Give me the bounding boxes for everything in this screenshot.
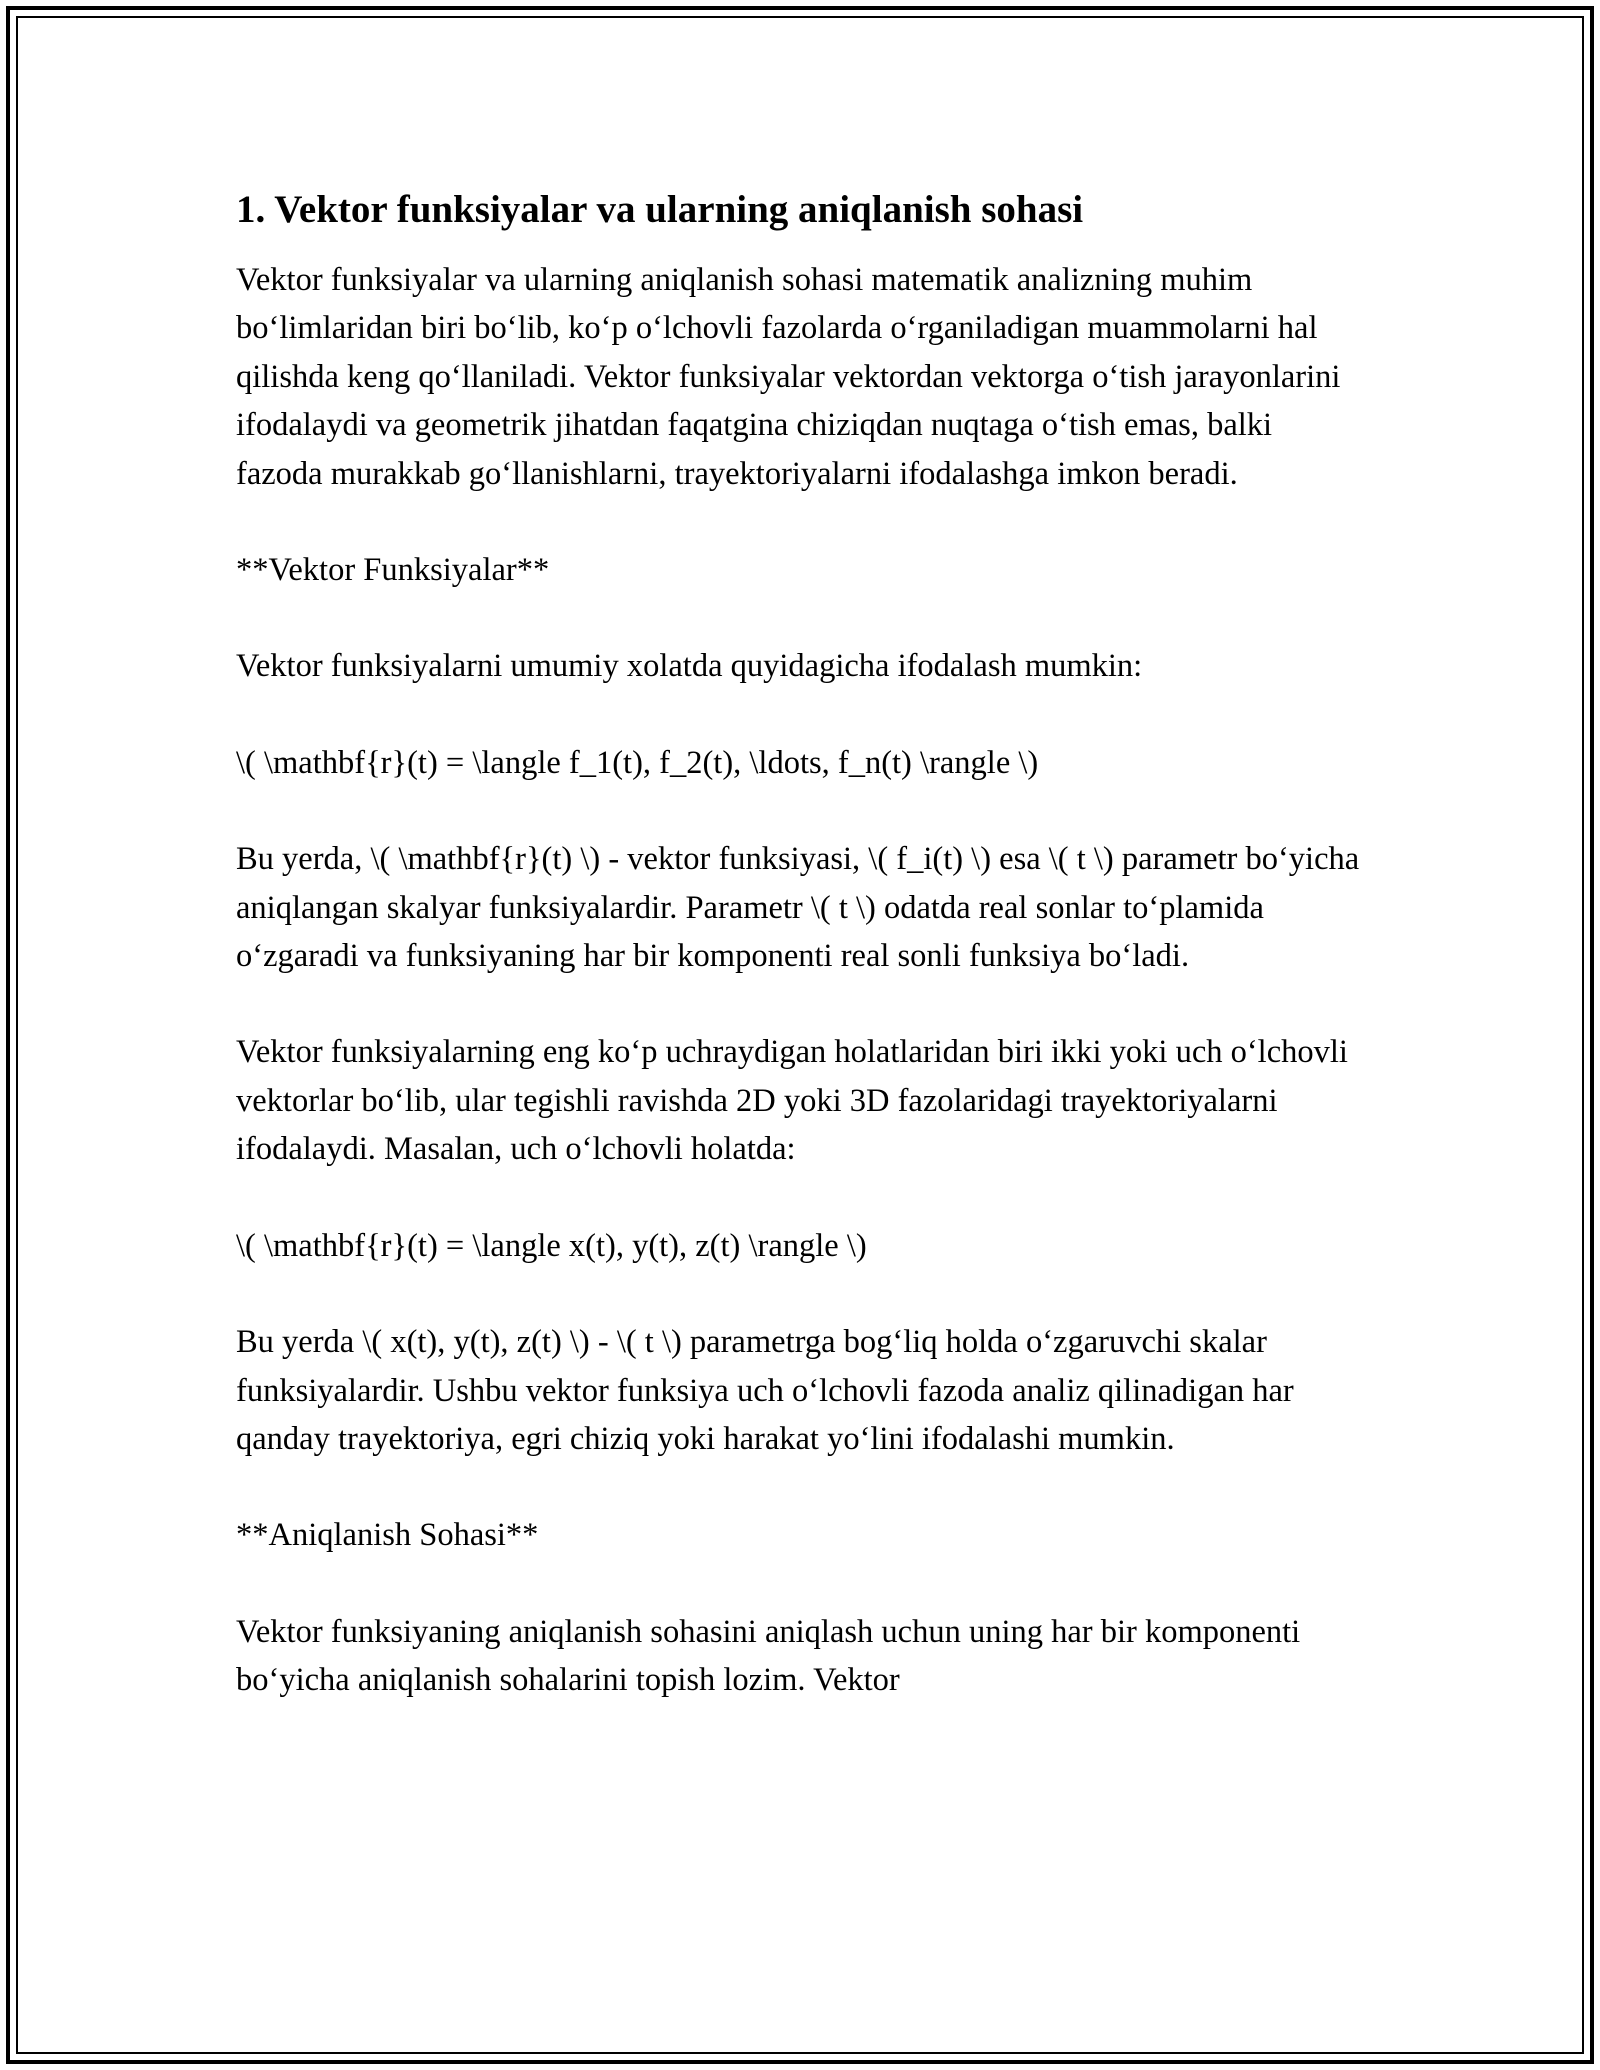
intro-paragraph: Vektor funksiyalar va ularning aniqlanish sohasi matematik analizning muhim bo‘limlaridan biri bo‘lib, ko‘p o‘lchovli fazolarda o‘rganiladigan muammolarni hal qilishda keng qo‘llaniladi. Vektor funksiyalar vektordan vektorga o‘tish jarayonlarini ifodalaydi va geometrik jihatdan faqatgina chiziqdan nuqtaga o‘tish emas, balki fazoda murakkab go‘llanishlarni, trayektoriyalarni ifodalashga imkon beradi. xyxy=(236,262,1341,492)
subheading-aniqlanish-sohasi: **Aniqlanish Sohasi** xyxy=(236,1517,539,1554)
subheading-vektor-funksiyalar: **Vektor Funksiyalar** xyxy=(236,552,550,589)
explanation-paragraph: Bu yerda, \( \mathbf{r}(t) \) - vektor funksiyasi, \( f_i(t) \) esa \( t \) parametr bo‘yicha aniqlangan skalyar funksiyalardir. Parametr \( t \) odatda real sonlar to‘plamida o‘zgaradi va funksiyaning har bir komponenti real sonli funksiya bo‘ladi. xyxy=(236,841,1360,975)
components-paragraph: Bu yerda \( x(t), y(t), z(t) \) - \( t \) parametrga bog‘liq holda o‘zgaruvchi skalar funksiyalardir. Ushbu vektor funksiya uch o‘lchovli fazoda analiz qilinadigan har qanday trayektoriya, egri chiziq yoki harakat yo‘lini ifodalashi mumkin. xyxy=(236,1324,1294,1457)
document-body xyxy=(236,186,1366,1753)
general-form-paragraph: Vektor funksiyalarni umumiy xolatda quyidagicha ifodalash mumkin: xyxy=(236,648,1143,685)
domain-paragraph: Vektor funksiyaning aniqlanish sohasini aniqlash uchun uning har bir komponenti bo‘yicha aniqlanish sohalarini topish lozim. Vektor xyxy=(236,1613,1301,1699)
section-heading: 1. Vektor funksiyalar va ularning aniqlanish sohasi xyxy=(236,188,1084,231)
formula-general: \( \mathbf{r}(t) = \langle f_1(t), f_2(t), \ldots, f_n(t) \rangle \) xyxy=(236,744,1039,781)
dimensions-paragraph: Vektor funksiyalarning eng ko‘p uchraydigan holatlaridan biri ikki yoki uch o‘lchovli vektorlar bo‘lib, ular tegishli ravishda 2D yoki 3D fazolaridagi trayektoriyalarni ifodalaydi. Masalan, uch o‘lchovli holatda: xyxy=(236,1034,1348,1168)
formula-3d: \( \mathbf{r}(t) = \langle x(t), y(t), z(t) \rangle \) xyxy=(236,1227,867,1264)
